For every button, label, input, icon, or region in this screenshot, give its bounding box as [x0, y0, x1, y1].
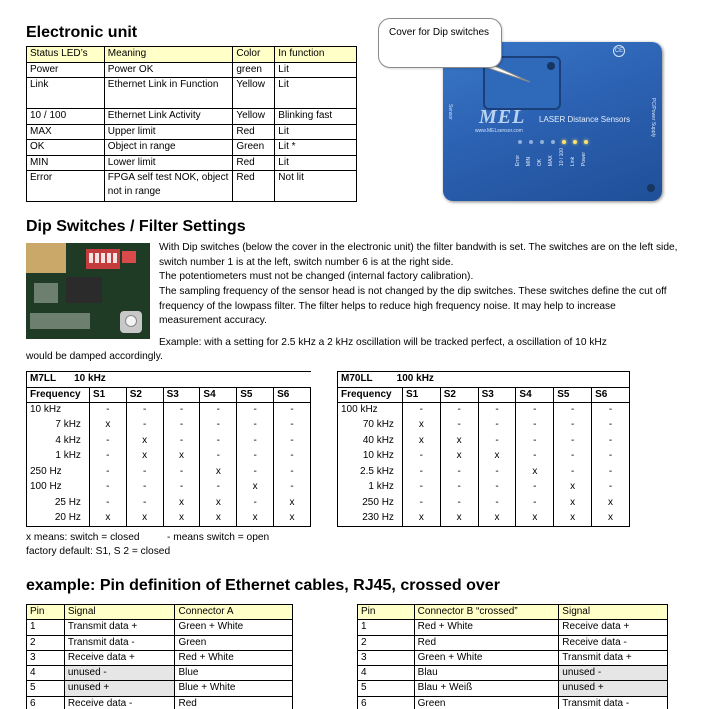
dip-example-text: Example: with a setting for 2.5 kHz a 2 kHz oscillation will be tracked perfect, a oscillation of 10 kHz — [159, 337, 607, 348]
switch-cell: - — [516, 418, 554, 434]
led-color: Yellow — [233, 109, 275, 125]
switch-cell: x — [163, 449, 200, 465]
pin-number: 6 — [358, 696, 415, 709]
led-color: Red — [233, 171, 275, 202]
header-status-led: Status LED’s — [27, 47, 105, 63]
switch-cell: - — [274, 480, 311, 496]
table-row — [27, 511, 311, 527]
signal-cell: Receive data - — [559, 635, 668, 650]
pin-number: 5 — [27, 681, 65, 696]
frequency-cell: 100 Hz — [27, 480, 90, 496]
switch-cell: x — [516, 465, 554, 481]
switch-cell: - — [89, 403, 126, 419]
device-brand-text: LASER Distance Sensors — [539, 115, 631, 124]
table-row — [27, 403, 311, 419]
pin-number: 3 — [27, 650, 65, 665]
table-row — [27, 650, 293, 665]
switch-cell: - — [200, 434, 237, 450]
switch-cell: x — [200, 496, 237, 512]
switch-cell: x — [89, 418, 126, 434]
header-connector-a: Connector A — [175, 605, 293, 620]
signal-cell: unused + — [559, 681, 668, 696]
model-rate: 100 kHz — [396, 373, 434, 384]
table-title-row — [338, 372, 630, 388]
header-s2: S2 — [126, 387, 163, 403]
pin-number: 5 — [358, 681, 415, 696]
switch-cell: - — [126, 465, 163, 481]
pcb-component — [26, 243, 66, 273]
wire-color-cell: Red + White — [414, 620, 559, 635]
table-row — [338, 449, 630, 465]
led-label: 10 / 100 — [559, 148, 565, 167]
header-s4: S4 — [516, 387, 554, 403]
switch-cell: - — [126, 480, 163, 496]
frequency-cell: 230 Hz — [338, 511, 403, 527]
status-leds — [518, 140, 588, 144]
switch-cell: - — [89, 480, 126, 496]
switch-cell: x — [163, 496, 200, 512]
led-function: Lit — [275, 155, 357, 171]
sensor-port-label: Sensor — [447, 104, 453, 120]
signal-cell: unused - — [64, 666, 175, 681]
frequency-cell: 40 kHz — [338, 434, 403, 450]
led-name: Link — [27, 78, 105, 109]
switch-cell: x — [440, 511, 478, 527]
dip-switch — [107, 253, 111, 263]
switch-cell: - — [89, 496, 126, 512]
switch-cell: x — [200, 465, 237, 481]
pin-number: 2 — [358, 635, 415, 650]
signal-cell: Receive data + — [559, 620, 668, 635]
table-header-row — [338, 387, 630, 403]
switch-cell: x — [126, 511, 163, 527]
table-row — [338, 511, 630, 527]
dip-paragraph-1: With Dip switches (below the cover in the electronic unit) the filter bandwith is set. The switches are on the left side, switch number 1 is at the left, switch number 6 is at the right side. — [159, 242, 678, 268]
frequency-cell: 100 kHz — [338, 403, 403, 419]
switch-cell: - — [237, 403, 274, 419]
switch-cell: - — [237, 465, 274, 481]
switch-cell: - — [274, 449, 311, 465]
pin-definition-title: example: Pin definition of Ethernet cables, RJ45, crossed over — [26, 577, 500, 594]
m7ll-filter-table — [26, 371, 311, 527]
table-row — [27, 465, 311, 481]
connector-b-table — [357, 604, 668, 709]
led-name: OK — [27, 140, 105, 156]
switch-cell: x — [126, 434, 163, 450]
led-function: Lit * — [275, 140, 357, 156]
model-name: M7LL — [30, 373, 57, 384]
dip-paragraph-2: The potentiometers must not be changed (internal factory calibration). — [159, 271, 474, 282]
switch-cell: - — [478, 465, 516, 481]
led-name: MIN — [27, 155, 105, 171]
switch-cell: - — [402, 480, 440, 496]
header-pin: Pin — [358, 605, 415, 620]
wire-color-cell: Blue + White — [175, 681, 293, 696]
header-color: Color — [233, 47, 275, 63]
model-rate: 10 kHz — [74, 373, 106, 384]
signal-cell: Transmit data - — [64, 635, 175, 650]
table-row — [358, 681, 668, 696]
switch-cell: x — [516, 511, 554, 527]
switch-cell: - — [592, 434, 630, 450]
led-color: Red — [233, 124, 275, 140]
header-signal: Signal — [64, 605, 175, 620]
wire-color-cell: Blau — [414, 666, 559, 681]
frequency-cell: 10 kHz — [27, 403, 90, 419]
switch-cell: - — [592, 403, 630, 419]
switch-cell: x — [126, 449, 163, 465]
table-row — [338, 434, 630, 450]
mel-logo: MEL — [479, 106, 526, 128]
switch-cell: - — [478, 403, 516, 419]
frequency-cell: 20 Hz — [27, 511, 90, 527]
signal-cell: Receive data + — [64, 650, 175, 665]
switch-cell: - — [516, 434, 554, 450]
signal-cell: unused + — [64, 681, 175, 696]
header-connector-b: Connector B “crossed” — [414, 605, 559, 620]
header-s6: S6 — [592, 387, 630, 403]
switch-cell: - — [126, 418, 163, 434]
switch-cell: - — [554, 465, 592, 481]
table-title-row — [27, 372, 311, 388]
led-meaning: Upper limit — [104, 124, 233, 140]
pcb-chip — [66, 277, 102, 303]
switch-cell: - — [163, 418, 200, 434]
switch-cell: x — [592, 496, 630, 512]
led-color: green — [233, 62, 275, 78]
table-row — [27, 696, 293, 709]
wire-color-cell: Green + White — [175, 620, 293, 635]
frequency-cell: 25 Hz — [27, 496, 90, 512]
dip-switch — [95, 253, 99, 263]
dip-switch-title: Dip Switches / Filter Settings — [26, 218, 246, 235]
switch-cell: x — [554, 511, 592, 527]
led-color: Yellow — [233, 78, 275, 109]
led-icon — [573, 140, 577, 144]
header-frequency: Frequency — [338, 387, 403, 403]
switch-cell: x — [554, 480, 592, 496]
switch-cell: - — [274, 403, 311, 419]
led-label: Error — [515, 154, 521, 167]
switch-cell: - — [274, 434, 311, 450]
table-row — [27, 666, 293, 681]
potentiometer-knob — [125, 315, 137, 327]
switch-cell: - — [237, 434, 274, 450]
led-icon — [562, 140, 566, 144]
led-meaning: Ethernet Link Activity — [104, 109, 233, 125]
frequency-cell: 1 kHz — [27, 449, 90, 465]
dip-switch-photo — [26, 243, 150, 339]
wire-color-cell: Green — [175, 635, 293, 650]
switch-cell: x — [402, 418, 440, 434]
switch-cell: - — [89, 449, 126, 465]
switch-cell: - — [440, 465, 478, 481]
switch-cell: - — [440, 480, 478, 496]
switch-cell: - — [440, 418, 478, 434]
signal-cell: unused - — [559, 666, 668, 681]
led-label: MIN — [526, 156, 532, 167]
switch-cell: - — [237, 496, 274, 512]
switch-cell: - — [126, 496, 163, 512]
led-function: Lit — [275, 62, 357, 78]
signal-cell: Transmit data + — [559, 650, 668, 665]
table-row — [27, 171, 357, 202]
switch-cell: - — [592, 449, 630, 465]
table-row — [338, 418, 630, 434]
pc-port-label: PC/Power Supply — [650, 98, 656, 138]
switch-cell: x — [163, 511, 200, 527]
switch-cell: - — [592, 418, 630, 434]
switch-cell: - — [200, 418, 237, 434]
led-label: Power — [581, 151, 587, 167]
switch-cell: - — [554, 449, 592, 465]
led-name: MAX — [27, 124, 105, 140]
led-color: Green — [233, 140, 275, 156]
header-s6: S6 — [274, 387, 311, 403]
header-in-function: In function — [275, 47, 357, 63]
switch-cell: x — [440, 434, 478, 450]
dip-switch — [101, 253, 105, 263]
led-name: 10 / 100 — [27, 109, 105, 125]
switch-cell: - — [554, 418, 592, 434]
led-function: Lit — [275, 78, 357, 109]
dip-paragraph-3: The sampling frequency of the sensor head is not changed by the dip switches. These switches define the cut off frequency of the lowpass filter. The filter helps to reduce high frequency noise. It may help to increase measurement accuracy. — [159, 286, 667, 327]
switch-cell: - — [554, 403, 592, 419]
table-row — [27, 124, 357, 140]
switch-cell: x — [402, 434, 440, 450]
mel-url: www.MELsensor.com — [475, 128, 523, 134]
switch-cell: - — [592, 465, 630, 481]
pin-number: 6 — [27, 696, 65, 709]
switch-cell: - — [126, 403, 163, 419]
header-s1: S1 — [89, 387, 126, 403]
header-pin: Pin — [27, 605, 65, 620]
legend-closed: x means: switch = closed — [26, 532, 140, 543]
table-header-row — [358, 605, 668, 620]
switch-cell: x — [478, 449, 516, 465]
pin-number: 1 — [27, 620, 65, 635]
switch-cell: x — [237, 511, 274, 527]
table-row — [338, 403, 630, 419]
switch-cell: x — [478, 511, 516, 527]
switch-cell: - — [200, 403, 237, 419]
pin-number: 1 — [358, 620, 415, 635]
switch-cell: - — [516, 403, 554, 419]
led-icon — [518, 140, 522, 144]
led-icon — [584, 140, 588, 144]
header-signal: Signal — [559, 605, 668, 620]
dip-switch — [113, 253, 117, 263]
signal-cell: Transmit data + — [64, 620, 175, 635]
frequency-cell: 1 kHz — [338, 480, 403, 496]
switch-cell: x — [592, 511, 630, 527]
switch-cell: x — [274, 496, 311, 512]
table-row — [358, 635, 668, 650]
switch-cell: - — [516, 449, 554, 465]
led-label: MAX — [548, 155, 554, 167]
table-row — [27, 681, 293, 696]
header-s3: S3 — [163, 387, 200, 403]
led-meaning: Object in range — [104, 140, 233, 156]
switch-cell: x — [274, 511, 311, 527]
table-title — [27, 372, 311, 388]
frequency-cell: 7 kHz — [27, 418, 90, 434]
switch-cell: - — [163, 403, 200, 419]
header-s2: S2 — [440, 387, 478, 403]
pin-number: 4 — [27, 666, 65, 681]
callout-pointer — [0, 0, 704, 120]
legend-open: - means switch = open — [167, 532, 270, 543]
led-label: Link — [570, 156, 576, 167]
dip-example-text-cont: would be damped accordingly. — [26, 351, 163, 362]
frequency-cell: 10 kHz — [338, 449, 403, 465]
switch-cell: - — [163, 480, 200, 496]
table-row — [358, 666, 668, 681]
switch-cell: x — [440, 449, 478, 465]
switch-cell: - — [200, 480, 237, 496]
led-meaning: Lower limit — [104, 155, 233, 171]
signal-cell: Receive data - — [64, 696, 175, 709]
wire-color-cell: Red — [175, 696, 293, 709]
switch-cell: - — [402, 465, 440, 481]
wire-color-cell: Blue — [175, 666, 293, 681]
led-icon — [551, 140, 555, 144]
table-row — [27, 155, 357, 171]
switch-cell: x — [554, 496, 592, 512]
model-name: M70LL — [341, 373, 373, 384]
switch-cell: - — [516, 496, 554, 512]
led-name: Error — [27, 171, 105, 202]
table-row — [27, 140, 357, 156]
switch-cell: x — [402, 511, 440, 527]
switch-cell: - — [440, 496, 478, 512]
table-row — [338, 496, 630, 512]
wire-color-cell: Red — [414, 635, 559, 650]
wire-color-cell: Green + White — [414, 650, 559, 665]
factory-default: factory default: S1, S 2 = closed — [26, 546, 171, 557]
dip-switch — [89, 253, 93, 263]
frequency-cell: 250 Hz — [338, 496, 403, 512]
switch-cell: - — [237, 418, 274, 434]
table-row — [27, 480, 311, 496]
switch-cell: - — [402, 449, 440, 465]
led-function: Not lit — [275, 171, 357, 202]
table-row — [338, 480, 630, 496]
led-color: Red — [233, 155, 275, 171]
pcb-component — [122, 251, 136, 263]
led-icon — [529, 140, 533, 144]
switch-cell: - — [554, 434, 592, 450]
connector-a-table — [26, 604, 293, 709]
pcb-component — [30, 313, 90, 329]
switch-cell: - — [237, 449, 274, 465]
pin-number: 4 — [358, 666, 415, 681]
table-row — [27, 620, 293, 635]
wire-color-cell: Blau + Weiß — [414, 681, 559, 696]
pin-number: 3 — [358, 650, 415, 665]
switch-cell: - — [89, 465, 126, 481]
table-row — [27, 635, 293, 650]
switch-cell: - — [163, 465, 200, 481]
table-row — [27, 496, 311, 512]
cover-callout: Cover for Dip switches — [378, 18, 502, 68]
header-s5: S5 — [554, 387, 592, 403]
pcb-component — [34, 283, 58, 303]
switch-cell: - — [274, 465, 311, 481]
table-header-row — [27, 605, 293, 620]
switch-cell: - — [402, 496, 440, 512]
led-meaning: Ethernet Link in Function — [104, 78, 233, 109]
switch-cell: - — [478, 480, 516, 496]
table-row — [358, 620, 668, 635]
switch-cell: x — [237, 480, 274, 496]
switch-cell: - — [478, 496, 516, 512]
electronic-unit-title: Electronic unit — [26, 24, 138, 41]
switch-cell: - — [592, 480, 630, 496]
led-icon — [540, 140, 544, 144]
switch-cell: - — [478, 418, 516, 434]
table-row — [358, 696, 668, 709]
signal-cell: Transmit data - — [559, 696, 668, 709]
table-title — [338, 372, 630, 388]
frequency-cell: 2.5 kHz — [338, 465, 403, 481]
frequency-cell: 70 kHz — [338, 418, 403, 434]
table-row — [338, 465, 630, 481]
m70ll-filter-table — [337, 371, 630, 527]
led-meaning: FPGA self test NOK, object not in range — [104, 171, 233, 202]
table-row — [27, 418, 311, 434]
wire-color-cell: Red + White — [175, 650, 293, 665]
led-labels — [515, 148, 589, 166]
switch-cell: x — [89, 511, 126, 527]
led-function: Blinking fast — [275, 109, 357, 125]
header-meaning: Meaning — [104, 47, 233, 63]
switch-cell: - — [402, 403, 440, 419]
screw-icon — [647, 184, 655, 192]
switch-cell: - — [163, 434, 200, 450]
led-function: Lit — [275, 124, 357, 140]
switch-cell: - — [200, 449, 237, 465]
table-header-row — [27, 387, 311, 403]
header-s1: S1 — [402, 387, 440, 403]
frequency-cell: 250 Hz — [27, 465, 90, 481]
wire-color-cell: Green — [414, 696, 559, 709]
header-s4: S4 — [200, 387, 237, 403]
table-row — [358, 650, 668, 665]
frequency-cell: 4 kHz — [27, 434, 90, 450]
led-name: Power — [27, 62, 105, 78]
header-frequency: Frequency — [27, 387, 90, 403]
led-label: OK — [537, 158, 543, 167]
switch-cell: - — [89, 434, 126, 450]
switch-cell: - — [478, 434, 516, 450]
switch-cell: x — [200, 511, 237, 527]
switch-cell: - — [440, 403, 478, 419]
pin-number: 2 — [27, 635, 65, 650]
header-s5: S5 — [237, 387, 274, 403]
led-meaning: Power OK — [104, 62, 233, 78]
switch-cell: - — [516, 480, 554, 496]
table-row — [27, 434, 311, 450]
ce-mark: CE — [613, 45, 625, 57]
switch-cell: - — [274, 418, 311, 434]
header-s3: S3 — [478, 387, 516, 403]
table-row — [27, 449, 311, 465]
